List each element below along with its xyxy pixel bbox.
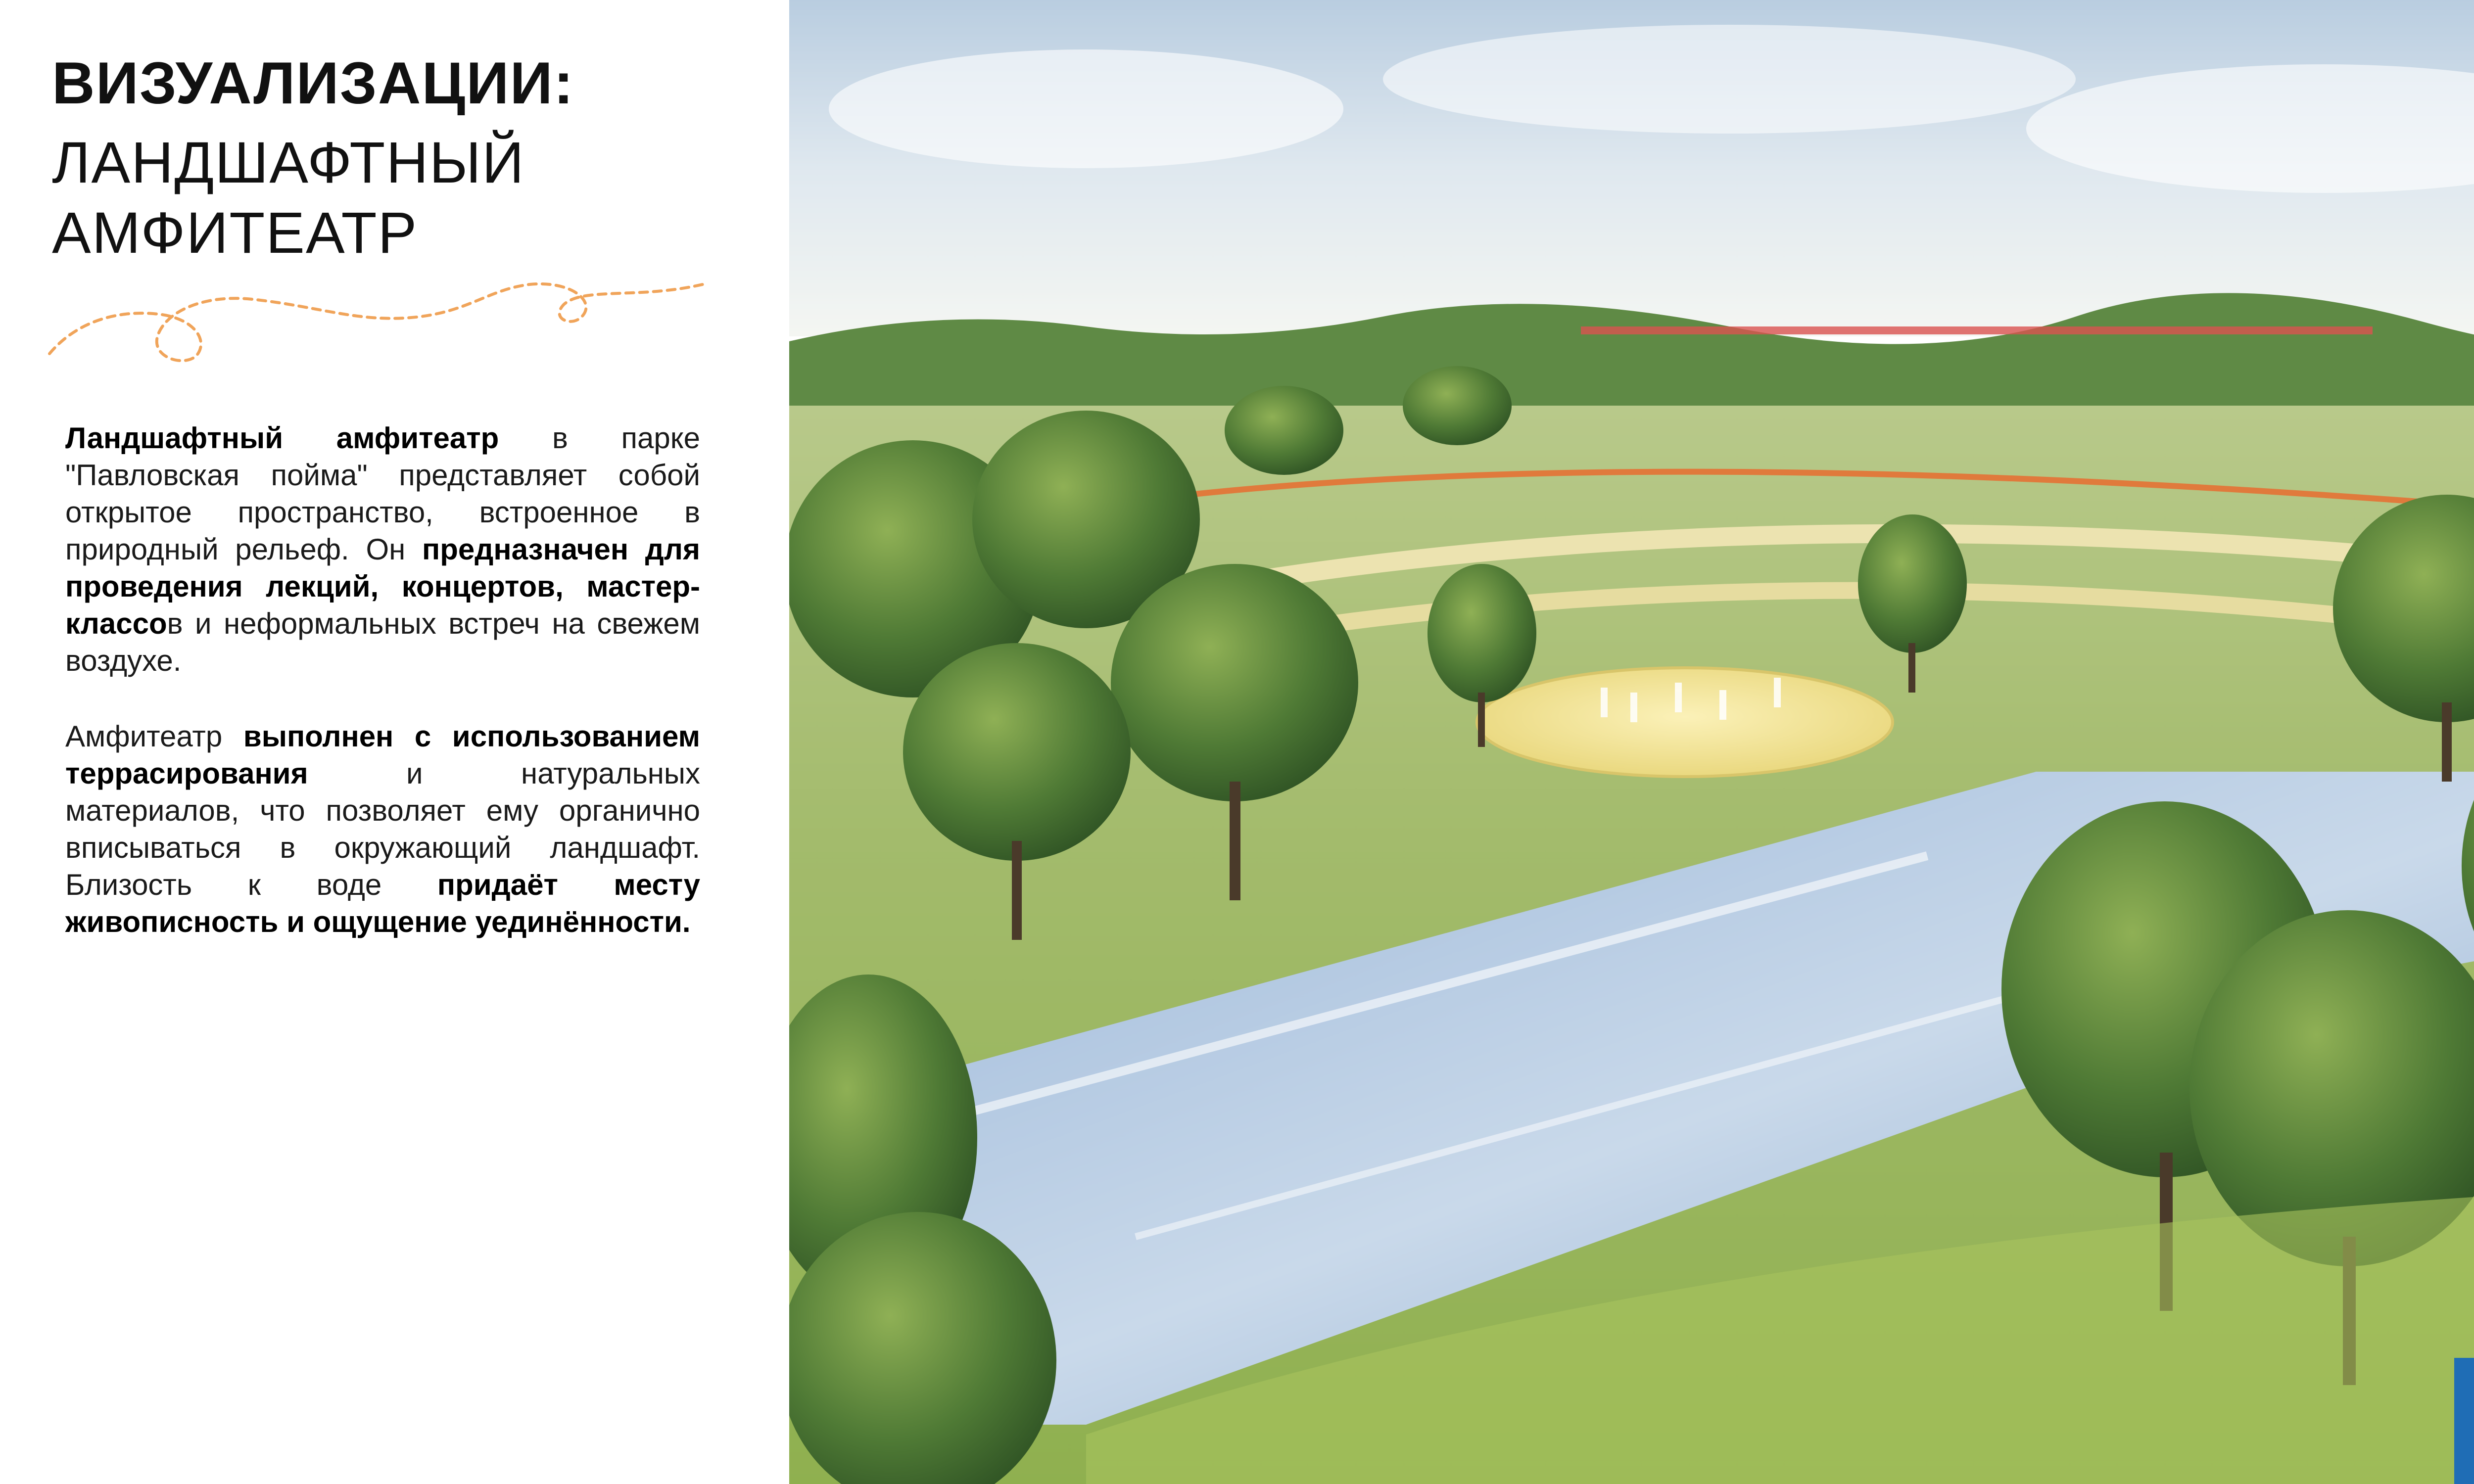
paragraph-1-bold-b: предназначен для проведения лекций, концертов, мастер-классо (65, 533, 700, 640)
paragraph-2-bold-b: придаёт месту живописность и ощущение уединённости. (65, 868, 701, 938)
paragraph-1-text-b: в и неформальных встреч на свежем воздухе. (65, 607, 700, 677)
paragraph-1 (65, 419, 700, 679)
amphitheatre-render-illustration (789, 0, 2474, 1484)
text-panel (0, 0, 789, 1484)
decorative-squiggle-line (45, 270, 708, 369)
landscape-visualization-image (789, 0, 2474, 1484)
paragraph-2-bold-a: выполнен с использованием террасирования (65, 720, 700, 790)
subtitle-line-2: АМФИТЕАТР (52, 200, 418, 266)
slide-subtitle (52, 128, 525, 268)
paragraph-1-text-a: в парке "Павловская пойма" представляет собой открытое пространство, встроенное в природный рельеф. Он (65, 421, 700, 566)
page-number-badge (2454, 1358, 2474, 1484)
paragraph-2 (65, 718, 700, 940)
description-text (65, 419, 700, 979)
paragraph-2-text-b: и натуральных материалов, что позволяет ему органично вписываться в окружающий ландшафт. Близость к воде (65, 757, 700, 901)
paragraph-2-text-a: Амфитеатр (65, 720, 243, 753)
paragraph-1-bold-a: Ландшафтный амфитеатр (65, 421, 499, 455)
slide-title: ВИЗУАЛИЗАЦИИ: (52, 50, 574, 116)
subtitle-line-1: ЛАНДШАФТНЫЙ (52, 130, 525, 195)
